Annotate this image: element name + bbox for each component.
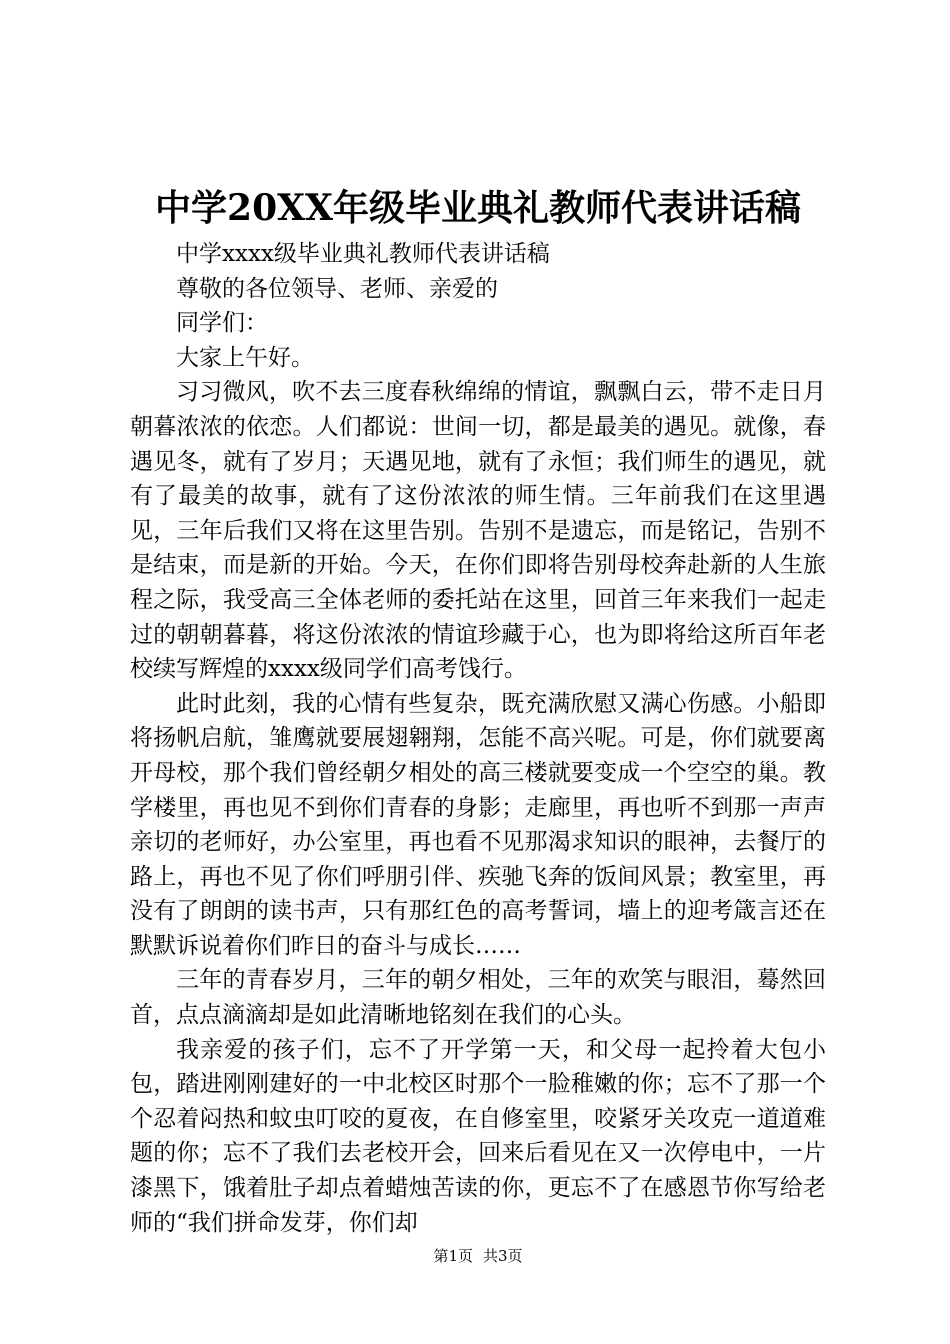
- page-footer: [130, 1246, 826, 1266]
- paragraph-body: 三年的青春岁月，三年的朝夕相处，三年的欢笑与眼泪，蓦然回首，点点滴滴却是如此清晰地铭刻在我们的心头。: [130, 967, 826, 1029]
- paragraph-greeting: 大家上午好。: [176, 344, 314, 371]
- paragraph-body: 习习微风，吹不去三度春秋绵绵的情谊，飘飘白云，带不走日月朝暮浓浓的依恋。人们都说：世间一切，都是最美的遇见。就像，春遇见冬，就有了岁月；天遇见地，就有了永恒；我们师生的遇见，就有了最美的故事，就有了这份浓浓的师生情。三年前我们在这里遇见，三年后我们又将在这里告别。告别不是遗忘，而是铭记，告别不是结束，而是新的开始。今天，在你们即将告别母校奔赴新的人生旅程之际，我受高三全体老师的委托站在这里，回首三年来我们一起走过的朝朝暮暮，将这份浓浓的情谊珍藏于心，也为即将给这所百年老校续写辉煌的xxxx级同学们高考饯行。: [130, 379, 826, 683]
- page-number: 第1页: [433, 1247, 473, 1265]
- paragraph-body: 此时此刻，我的心情有些复杂，既充满欣慰又满心伤感。小船即将扬帆启航，雏鹰就要展翅翱翔，怎能不高兴呢。可是，你们就要离开母校，那个我们曾经朝夕相处的高三楼就要变成一个空空的巢。教学楼里，再也见不到你们青春的身影；走廊里，再也听不到那一声声亲切的老师好，办公室里，再也看不见那渴求知识的眼神，去餐厅的路上，再也不见了你们呼朋引伴、疾驰飞奔的饭间风景；教室里，再没有了朗朗的读书声，只有那红色的高考誓词，墙上的迎考箴言还在默默诉说着你们昨日的奋斗与成长……: [130, 690, 826, 959]
- document-page: [130, 0, 826, 1344]
- paragraph-salutation-cont: 同学们：: [176, 310, 268, 337]
- paragraph-body: 我亲爱的孩子们，忘不了开学第一天，和父母一起拎着大包小包，踏进刚刚建好的一中北校区时那个一脸稚嫩的你；忘不了那一个个忍着闷热和蚊虫叮咬的夏夜，在自修室里，咬紧牙关攻克一道道难题的你；忘不了我们去老校开会，回来后看见在又一次停电中，一片漆黑下，饿着肚子却点着蜡烛苦读的你，更忘不了在感恩节你写给老师的“我们拼命发芽，你们却: [130, 1036, 826, 1236]
- paragraph-subtitle: 中学xxxx级毕业典礼教师代表讲话稿: [176, 241, 550, 267]
- document-body: [130, 237, 826, 1240]
- page-total: 共3页: [483, 1247, 523, 1265]
- document-title: 中学20XX年级毕业典礼教师代表讲话稿: [155, 187, 801, 229]
- paragraph-salutation: 尊敬的各位领导、老师、亲爱的: [176, 275, 498, 302]
